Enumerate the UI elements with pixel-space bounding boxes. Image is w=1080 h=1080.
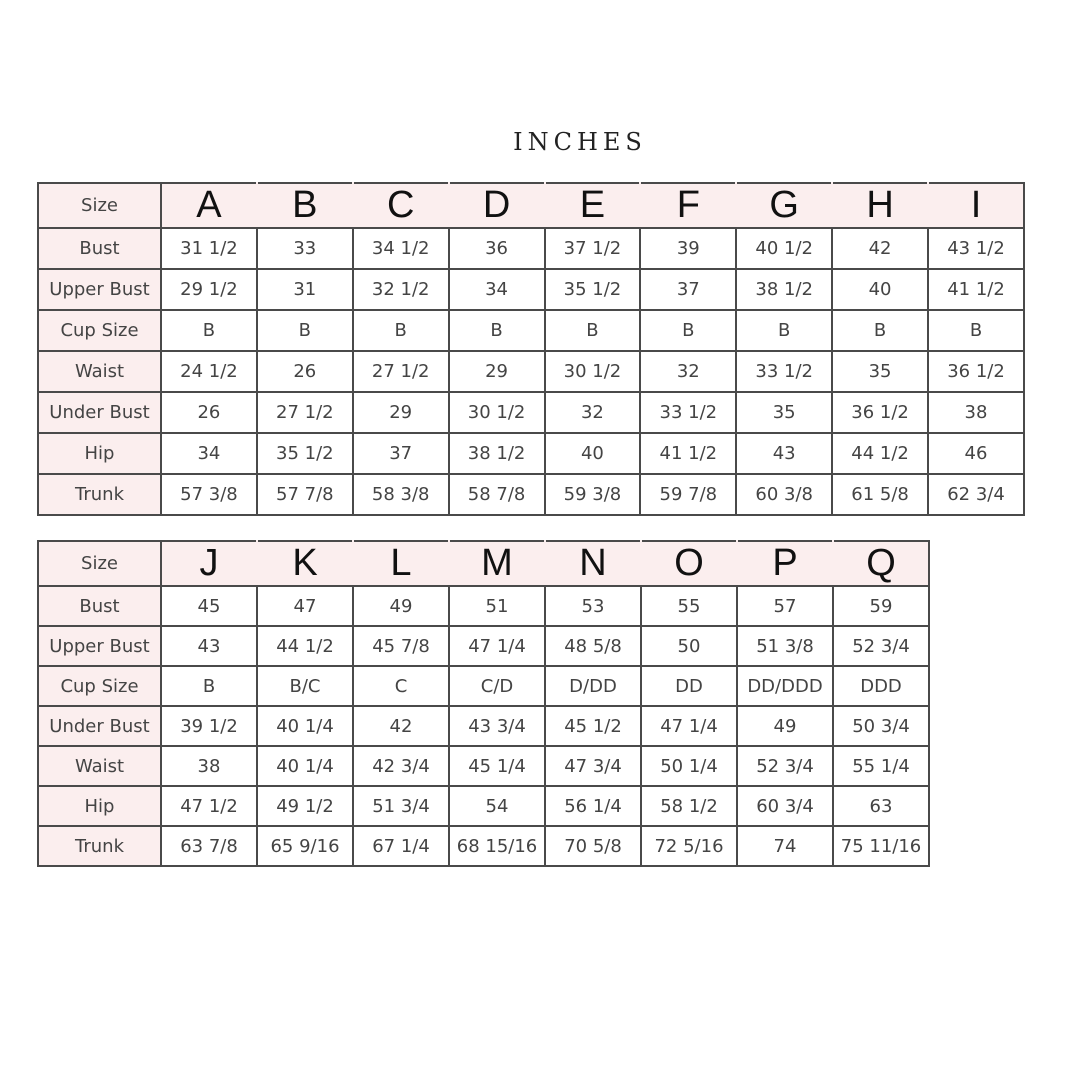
chart-title: INCHES xyxy=(513,128,647,156)
table-cell: 32 1/2 xyxy=(353,269,449,310)
table-row xyxy=(38,626,929,666)
row-label: Trunk xyxy=(38,826,161,866)
table-row xyxy=(38,666,929,706)
table-cell: 45 1/2 xyxy=(545,706,641,746)
table-cell: 59 7/8 xyxy=(640,474,736,515)
table-cell: B xyxy=(161,310,257,351)
table-cell: 38 xyxy=(161,746,257,786)
table-cell: DD/DDD xyxy=(737,666,833,706)
size-letter: O xyxy=(641,541,737,586)
table-cell: 35 xyxy=(736,392,832,433)
table-cell: 49 xyxy=(737,706,833,746)
table-cell: 44 1/2 xyxy=(257,626,353,666)
size-letter: G xyxy=(736,183,832,228)
table-cell: 57 xyxy=(737,586,833,626)
table-cell: 40 1/4 xyxy=(257,746,353,786)
table-cell: 61 5/8 xyxy=(832,474,928,515)
table-cell: 41 1/2 xyxy=(640,433,736,474)
table-cell: 60 3/8 xyxy=(736,474,832,515)
table-cell: B xyxy=(928,310,1024,351)
table-cell: 47 1/4 xyxy=(641,706,737,746)
table-cell: 58 1/2 xyxy=(641,786,737,826)
row-label: Upper Bust xyxy=(38,626,161,666)
table-cell: 42 xyxy=(353,706,449,746)
table-row xyxy=(38,269,1024,310)
table-cell: 29 1/2 xyxy=(161,269,257,310)
size-letter: H xyxy=(832,183,928,228)
row-label: Cup Size xyxy=(38,310,161,351)
table-cell: B xyxy=(736,310,832,351)
row-label: Upper Bust xyxy=(38,269,161,310)
row-label: Trunk xyxy=(38,474,161,515)
size-letter: E xyxy=(545,183,641,228)
table-cell: 57 7/8 xyxy=(257,474,353,515)
table-cell: 24 1/2 xyxy=(161,351,257,392)
table-cell: 58 3/8 xyxy=(353,474,449,515)
table-cell: 39 1/2 xyxy=(161,706,257,746)
size-header-row xyxy=(38,183,1024,228)
size-letter: K xyxy=(257,541,353,586)
size-letter: C xyxy=(353,183,449,228)
table-cell: 58 7/8 xyxy=(449,474,545,515)
table-cell: B/C xyxy=(257,666,353,706)
table-cell: B xyxy=(353,310,449,351)
table-cell: 47 xyxy=(257,586,353,626)
size-letter: Q xyxy=(833,541,929,586)
table-cell: 30 1/2 xyxy=(449,392,545,433)
table-cell: 29 xyxy=(353,392,449,433)
table-cell: 49 xyxy=(353,586,449,626)
table-cell: B xyxy=(832,310,928,351)
size-letter: B xyxy=(257,183,353,228)
table-cell: 29 xyxy=(449,351,545,392)
table-cell: 31 xyxy=(257,269,353,310)
table-cell: 46 xyxy=(928,433,1024,474)
size-label: Size xyxy=(38,541,161,586)
table-row xyxy=(38,392,1024,433)
table-cell: 51 3/8 xyxy=(737,626,833,666)
table-cell: B xyxy=(640,310,736,351)
table-cell: 59 3/8 xyxy=(545,474,641,515)
table-cell: 68 15/16 xyxy=(449,826,545,866)
table-cell: 50 3/4 xyxy=(833,706,929,746)
table-row xyxy=(38,826,929,866)
size-letter: N xyxy=(545,541,641,586)
table-cell: 52 3/4 xyxy=(737,746,833,786)
table-cell: 60 3/4 xyxy=(737,786,833,826)
table-cell: B xyxy=(257,310,353,351)
table-row xyxy=(38,586,929,626)
table-cell: 43 1/2 xyxy=(928,228,1024,269)
table-cell: 74 xyxy=(737,826,833,866)
row-label: Cup Size xyxy=(38,666,161,706)
row-label: Bust xyxy=(38,228,161,269)
size-label: Size xyxy=(38,183,161,228)
row-label: Hip xyxy=(38,786,161,826)
table-cell: 34 1/2 xyxy=(353,228,449,269)
table-cell: 51 3/4 xyxy=(353,786,449,826)
table-cell: 70 5/8 xyxy=(545,826,641,866)
table-cell: 26 xyxy=(161,392,257,433)
table-cell: 37 xyxy=(640,269,736,310)
size-table-a-to-i xyxy=(37,182,1025,516)
table-cell: 33 1/2 xyxy=(736,351,832,392)
table-cell: 43 xyxy=(736,433,832,474)
table-cell: 39 xyxy=(640,228,736,269)
table-cell: 45 7/8 xyxy=(353,626,449,666)
table-cell: 42 xyxy=(832,228,928,269)
table-cell: 33 1/2 xyxy=(640,392,736,433)
table-cell: 34 xyxy=(449,269,545,310)
table-cell: 65 9/16 xyxy=(257,826,353,866)
table-cell: 53 xyxy=(545,586,641,626)
table-cell: 34 xyxy=(161,433,257,474)
table-cell: 52 3/4 xyxy=(833,626,929,666)
table-cell: 30 1/2 xyxy=(545,351,641,392)
size-letter: P xyxy=(737,541,833,586)
table-cell: 62 3/4 xyxy=(928,474,1024,515)
table-cell: 26 xyxy=(257,351,353,392)
table-cell: B xyxy=(545,310,641,351)
table-cell: 41 1/2 xyxy=(928,269,1024,310)
table-cell: 44 1/2 xyxy=(832,433,928,474)
size-letter: J xyxy=(161,541,257,586)
size-letter: M xyxy=(449,541,545,586)
table-cell: 40 1/2 xyxy=(736,228,832,269)
table-cell: 63 xyxy=(833,786,929,826)
table-cell: 47 1/4 xyxy=(449,626,545,666)
table-cell: 38 1/2 xyxy=(449,433,545,474)
table-cell: 72 5/16 xyxy=(641,826,737,866)
size-header-row xyxy=(38,541,929,586)
size-letter: A xyxy=(161,183,257,228)
size-letter: F xyxy=(640,183,736,228)
table-cell: 36 1/2 xyxy=(832,392,928,433)
table-cell: 32 xyxy=(640,351,736,392)
row-label: Under Bust xyxy=(38,706,161,746)
table-cell: D/DD xyxy=(545,666,641,706)
table-cell: 33 xyxy=(257,228,353,269)
table-cell: 35 xyxy=(832,351,928,392)
table-cell: 40 xyxy=(832,269,928,310)
table-cell: 59 xyxy=(833,586,929,626)
table-cell: 51 xyxy=(449,586,545,626)
table-cell: 55 xyxy=(641,586,737,626)
table-cell: 45 1/4 xyxy=(449,746,545,786)
table-cell: DD xyxy=(641,666,737,706)
size-letter: D xyxy=(449,183,545,228)
table-cell: 43 3/4 xyxy=(449,706,545,746)
size-letter: I xyxy=(928,183,1024,228)
size-letter: L xyxy=(353,541,449,586)
row-label: Waist xyxy=(38,746,161,786)
table-row xyxy=(38,706,929,746)
row-label: Under Bust xyxy=(38,392,161,433)
table-row xyxy=(38,474,1024,515)
table-cell: DDD xyxy=(833,666,929,706)
table-cell: 45 xyxy=(161,586,257,626)
table-row xyxy=(38,228,1024,269)
table-cell: 27 1/2 xyxy=(257,392,353,433)
table-cell: 56 1/4 xyxy=(545,786,641,826)
table-cell: 49 1/2 xyxy=(257,786,353,826)
table-cell: B xyxy=(161,666,257,706)
table-cell: C/D xyxy=(449,666,545,706)
table-cell: 57 3/8 xyxy=(161,474,257,515)
table-cell: 27 1/2 xyxy=(353,351,449,392)
table-cell: 48 5/8 xyxy=(545,626,641,666)
table-row xyxy=(38,351,1024,392)
table-cell: 36 xyxy=(449,228,545,269)
table-cell: C xyxy=(353,666,449,706)
table-row xyxy=(38,310,1024,351)
table-cell: 43 xyxy=(161,626,257,666)
table-cell: 67 1/4 xyxy=(353,826,449,866)
size-table-j-to-q xyxy=(37,540,930,867)
table-cell: 50 1/4 xyxy=(641,746,737,786)
row-label: Hip xyxy=(38,433,161,474)
table-row xyxy=(38,433,1024,474)
table-cell: 40 1/4 xyxy=(257,706,353,746)
table-cell: 54 xyxy=(449,786,545,826)
table-row xyxy=(38,746,929,786)
table-cell: 42 3/4 xyxy=(353,746,449,786)
row-label: Waist xyxy=(38,351,161,392)
table-cell: 47 3/4 xyxy=(545,746,641,786)
table-cell: 37 1/2 xyxy=(545,228,641,269)
table-cell: 35 1/2 xyxy=(257,433,353,474)
table-cell: 38 1/2 xyxy=(736,269,832,310)
table-cell: 35 1/2 xyxy=(545,269,641,310)
table-cell: B xyxy=(449,310,545,351)
table-cell: 75 11/16 xyxy=(833,826,929,866)
table-cell: 31 1/2 xyxy=(161,228,257,269)
table-cell: 55 1/4 xyxy=(833,746,929,786)
table-cell: 47 1/2 xyxy=(161,786,257,826)
table-cell: 32 xyxy=(545,392,641,433)
table-cell: 50 xyxy=(641,626,737,666)
table-cell: 38 xyxy=(928,392,1024,433)
table-cell: 40 xyxy=(545,433,641,474)
row-label: Bust xyxy=(38,586,161,626)
table-row xyxy=(38,786,929,826)
table-cell: 37 xyxy=(353,433,449,474)
table-cell: 36 1/2 xyxy=(928,351,1024,392)
table-cell: 63 7/8 xyxy=(161,826,257,866)
